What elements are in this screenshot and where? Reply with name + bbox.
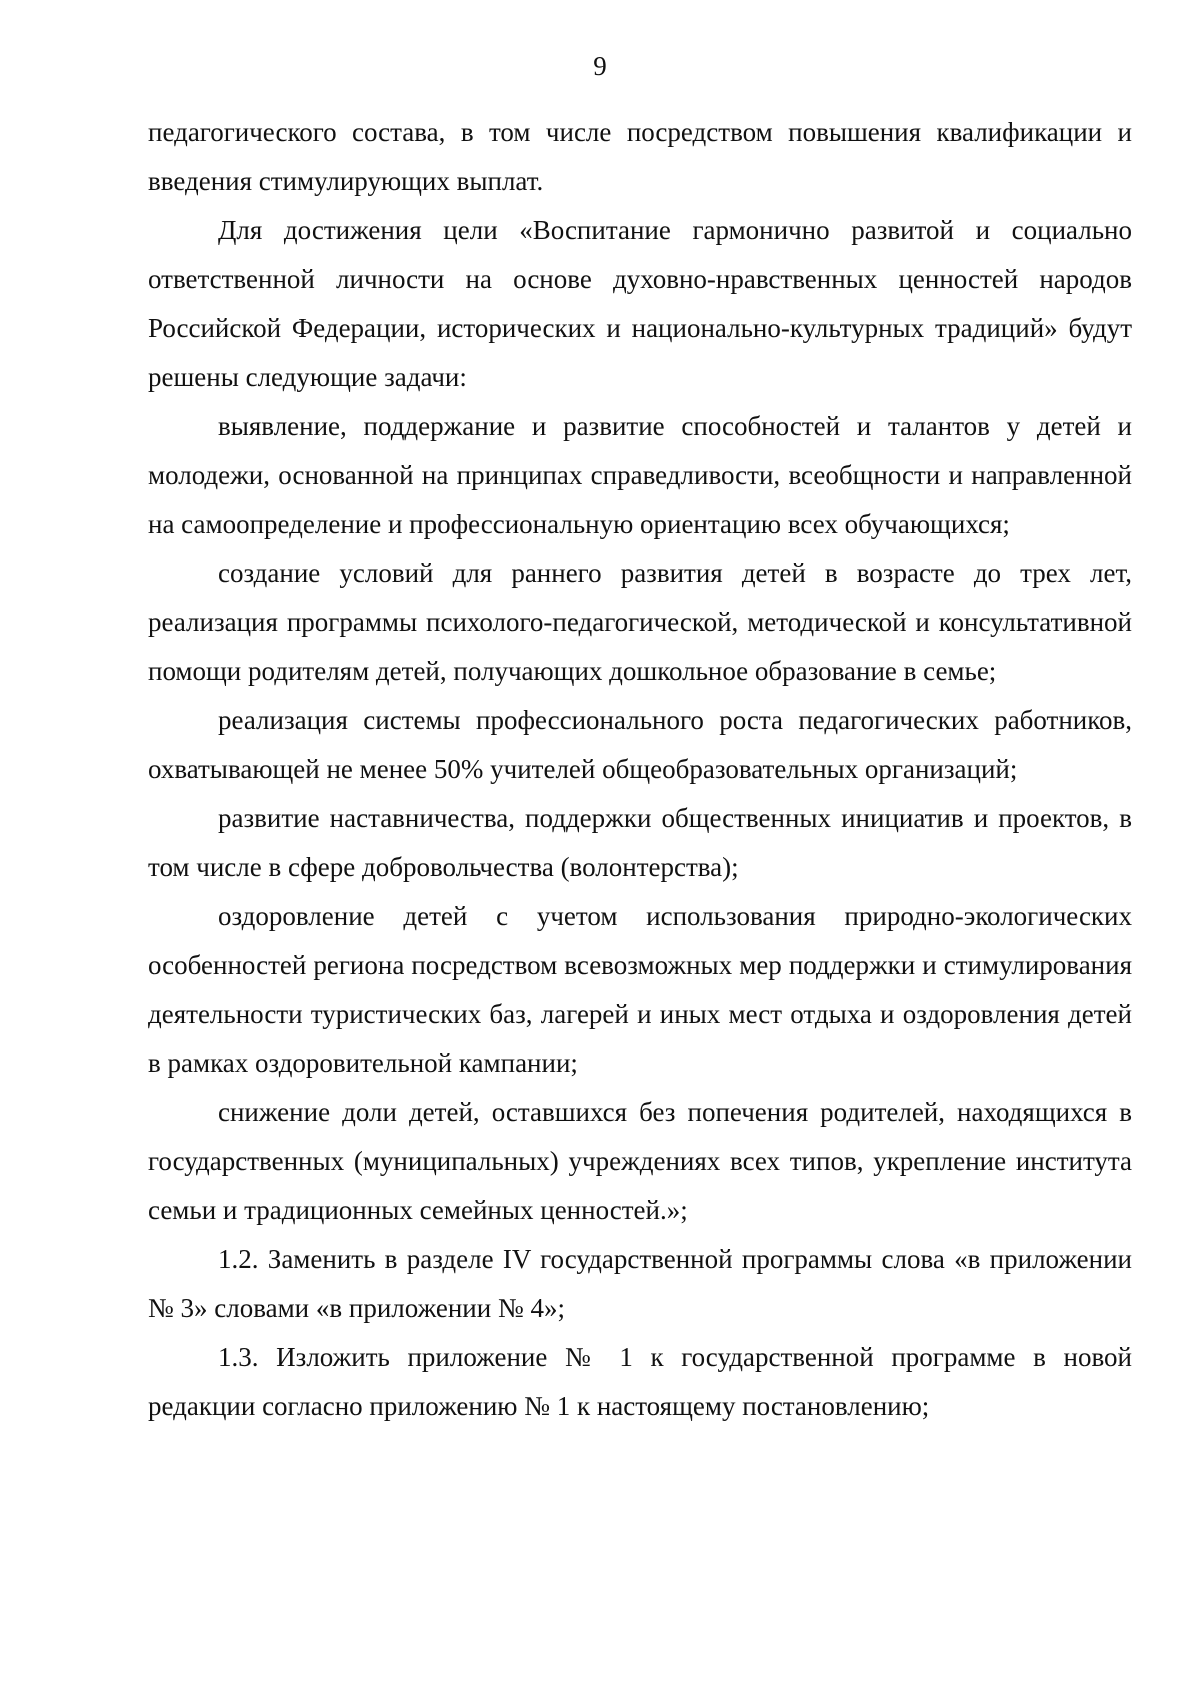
- paragraph-goal-intro: Для достижения цели «Воспитание гармонично развитой и социально ответственной личности на основе духовно-нравственных ценностей народов Российской Федерации, исторических и национально-культурных традиций» будут решены следующие задачи:: [148, 215, 1132, 392]
- paragraph-item-1-2: 1.2. Заменить в разделе IV государственной программы слова «в приложении № 3» словами «в приложении № 4»;: [148, 1244, 1132, 1323]
- paragraph-continuation: педагогического состава, в том числе посредством повышения квалификации и введения стимулирующих выплат.: [148, 117, 1132, 196]
- paragraph-task-mentoring: развитие наставничества, поддержки общественных инициатив и проектов, в том числе в сфере добровольчества (волонтерства);: [148, 803, 1132, 882]
- document-body: [148, 108, 1132, 1431]
- paragraph-task-orphans: снижение доли детей, оставшихся без попечения родителей, находящихся в государственных (муниципальных) учреждениях всех типов, укрепление института семьи и традиционных семейных ценностей.»;: [148, 1097, 1132, 1225]
- paragraph-task-professional-growth: реализация системы профессионального роста педагогических работников, охватывающей не менее 50% учителей общеобразовательных организаций;: [148, 705, 1132, 784]
- paragraph-task-talents: выявление, поддержание и развитие способностей и талантов у детей и молодежи, основанной на принципах справедливости, всеобщности и направленной на самоопределение и профессиональную ориентацию всех обучающихся;: [148, 411, 1132, 539]
- page-number: 9: [593, 51, 607, 81]
- paragraph-item-1-3: 1.3. Изложить приложение № 1 к государственной программе в новой редакции согласно приложению № 1 к настоящему постановлению;: [148, 1342, 1132, 1421]
- paragraph-task-health: оздоровление детей с учетом использования природно-экологических особенностей региона посредством всевозможных мер поддержки и стимулирования деятельности туристических баз, лагерей и иных мест отдыха и оздоровления детей в рамках оздоровительной кампании;: [148, 901, 1132, 1078]
- paragraph-task-early-development: создание условий для раннего развития детей в возрасте до трех лет, реализация программы психолого-педагогической, методической и консультативной помощи родителям детей, получающих дошкольное образование в семье;: [148, 558, 1132, 686]
